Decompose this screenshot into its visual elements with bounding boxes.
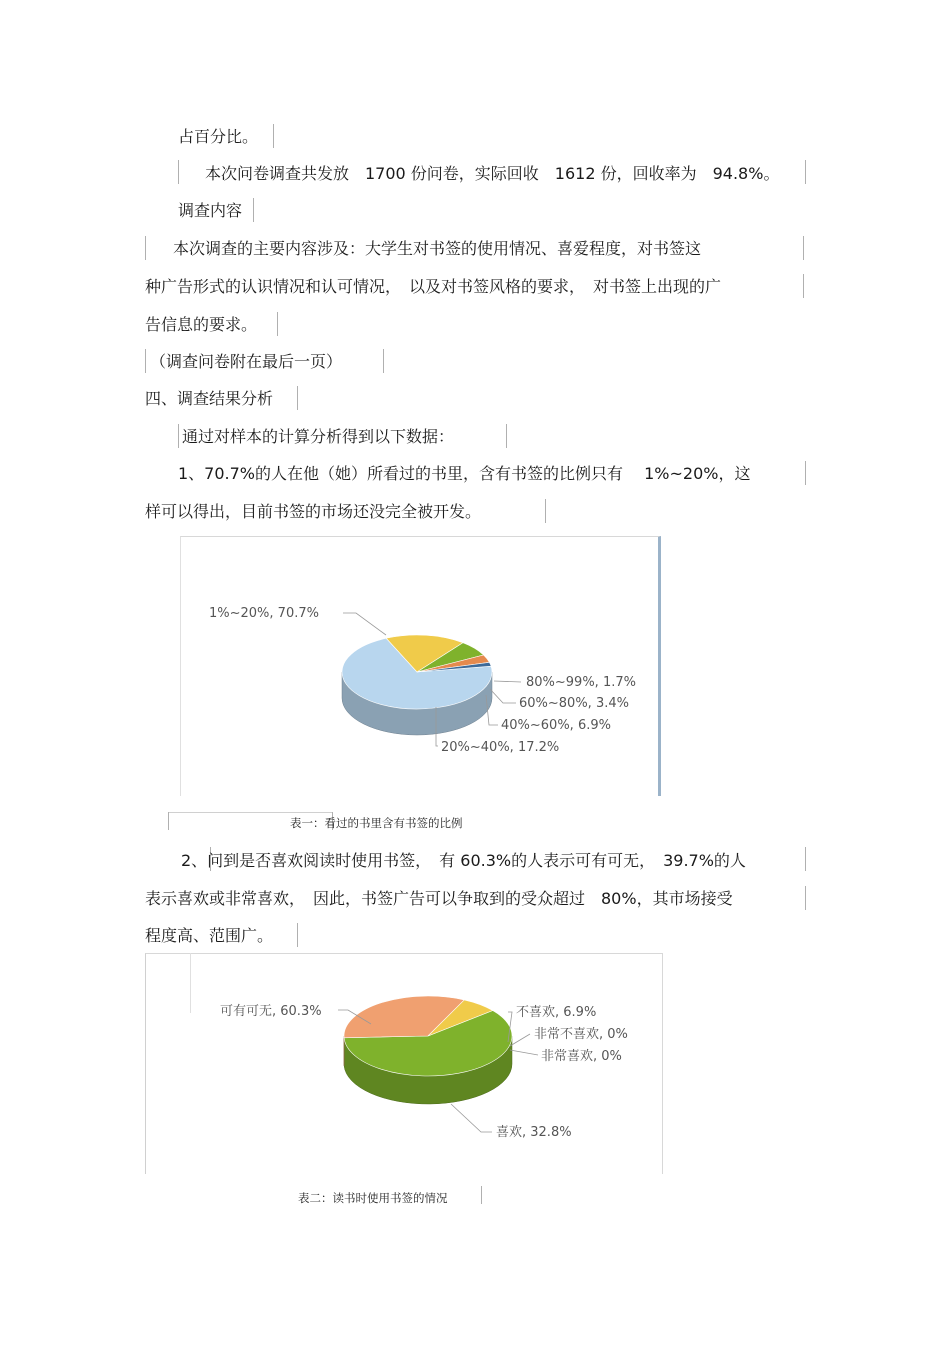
frame-rule	[481, 1186, 482, 1204]
text-line: 通过对样本的计算分析得到以下数据：	[182, 427, 455, 446]
chart-caption-1: 表一：看过的书里含有书签的比例	[290, 816, 463, 830]
text-line: 占百分比。	[178, 127, 259, 146]
frame-rule	[277, 312, 278, 336]
frame-rule	[383, 349, 384, 373]
text-line: 告信息的要求。	[145, 315, 258, 334]
frame-rule	[168, 812, 169, 830]
frame-rule	[803, 274, 804, 298]
pie-data-label: 非常喜欢, 0%	[541, 1049, 622, 1064]
pie-chart-bookmark-usage	[145, 953, 663, 1174]
pie-data-label: 非常不喜欢, 0%	[534, 1027, 628, 1042]
frame-rule	[168, 812, 332, 813]
pie-chart-2-svg	[146, 954, 662, 1174]
frame-rule	[803, 236, 804, 260]
text-line: 本次问卷调查共发放 1700 份问卷，实际回收 1612 份，回收率为 94.8%。	[205, 164, 780, 183]
frame-rule	[805, 886, 806, 910]
frame-rule	[273, 124, 274, 148]
frame-rule	[178, 160, 179, 184]
frame-rule	[297, 386, 298, 410]
text-line: 表示喜欢或非常喜欢， 因此，书签广告可以争取到的受众超过 80%，其市场接受	[145, 889, 733, 908]
leader-line	[451, 1104, 492, 1132]
pie-data-label: 不喜欢, 6.9%	[516, 1005, 597, 1020]
frame-rule	[145, 349, 146, 373]
pie-data-label: 40%~60%, 6.9%	[501, 718, 611, 733]
frame-rule	[805, 461, 806, 485]
frame-rule	[805, 160, 806, 184]
chart-caption-2: 表二：读书时使用书签的情况	[298, 1191, 448, 1205]
section-heading: 调查内容	[178, 201, 243, 220]
frame-rule	[145, 236, 146, 260]
text-line: 样可以得出，目前书签的市场还没完全被开发。	[145, 502, 482, 521]
leader-line	[510, 1034, 530, 1046]
frame-rule	[190, 953, 191, 1013]
text-line: 2、问到是否喜欢阅读时使用书签， 有 60.3%的人表示可有可无， 39.7%的人	[181, 851, 746, 870]
text-line: 程度高、范围广。	[145, 926, 274, 945]
pie-data-label: 60%~80%, 3.4%	[519, 696, 629, 711]
pie-data-label: 喜欢, 32.8%	[496, 1125, 572, 1140]
pie-chart-bookmark-ratio	[180, 536, 661, 796]
text-line: 种广告形式的认识情况和认可情况， 以及对书签风格的要求， 对书签上出现的广	[145, 277, 722, 296]
frame-rule	[545, 499, 546, 523]
leader-line	[343, 613, 386, 635]
text-line: 本次调查的主要内容涉及：大学生对书签的使用情况、喜爱程度，对书签这	[173, 239, 702, 258]
text-line: （调查问卷附在最后一页）	[150, 352, 343, 371]
pie-data-label: 20%~40%, 17.2%	[441, 740, 560, 755]
frame-rule	[297, 923, 298, 947]
leader-line	[510, 1050, 538, 1055]
frame-rule	[805, 847, 806, 871]
pie-data-label: 80%~99%, 1.7%	[526, 675, 636, 690]
pie-data-label: 1%~20%, 70.7%	[209, 606, 319, 621]
frame-rule	[506, 424, 507, 448]
frame-rule	[253, 198, 254, 222]
frame-rule	[178, 424, 179, 448]
text-line: 1、70.7%的人在他（她）所看过的书里，含有书签的比例只有 1%~20%，这	[178, 464, 751, 483]
leader-line	[494, 681, 521, 682]
pie-chart-1-svg	[181, 537, 658, 796]
pie-data-label: 可有可无, 60.3%	[220, 1004, 322, 1019]
section-heading: 四、调查结果分析	[145, 389, 274, 408]
leader-line	[490, 689, 516, 703]
